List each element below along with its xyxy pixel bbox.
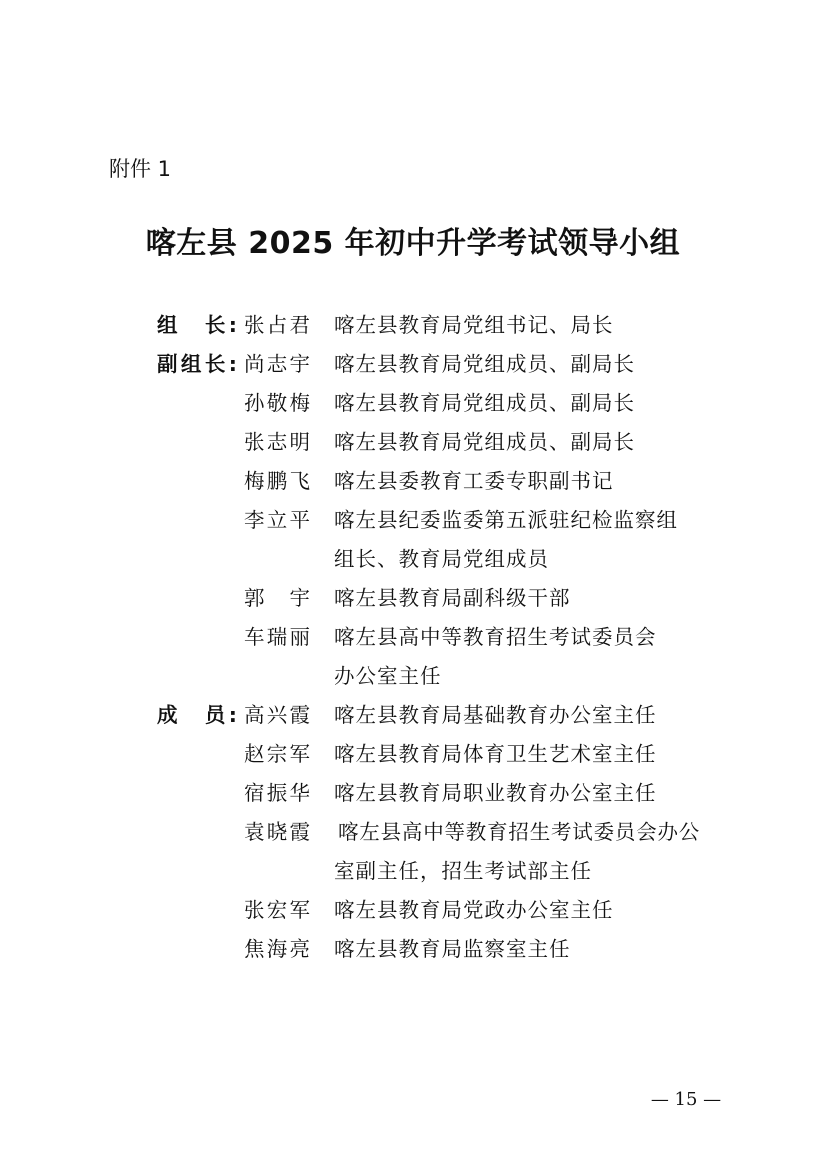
member-name: 张宏军	[244, 898, 310, 922]
member-duty-continued: 组长、教育局党组成员	[334, 547, 549, 571]
attachment-label: 附件 1	[109, 157, 172, 181]
document-title: 喀左县 2025 年初中升学考试领导小组	[145, 226, 681, 261]
member-name: 郭 宇	[244, 586, 310, 610]
member-duty: 喀左县高中等教育招生考试委员会	[334, 625, 657, 649]
member-name: 赵宗军	[244, 742, 310, 766]
member-duty: 喀左县纪委监委第五派驻纪检监察组	[334, 508, 678, 532]
member-name: 尚志宇	[244, 352, 310, 376]
member-duty: 喀左县教育局党组成员、副局长	[334, 430, 635, 454]
member-name: 宿振华	[244, 781, 310, 805]
role-deputy-leader: 副组长:	[157, 352, 237, 376]
member-name: 张占君	[244, 313, 310, 337]
member-duty: 喀左县高中等教育招生考试委员会办公	[338, 820, 701, 844]
member-name: 车瑞丽	[244, 625, 310, 649]
member-duty: 喀左县教育局职业教育办公室主任	[334, 781, 657, 805]
member-duty: 喀左县教育局党组成员、副局长	[334, 352, 635, 376]
member-duty: 喀左县教育局副科级干部	[334, 586, 571, 610]
member-name: 孙敬梅	[244, 391, 310, 415]
member-duty: 喀左县教育局党组书记、局长	[334, 313, 614, 337]
member-name: 袁晓霞	[244, 820, 310, 844]
member-name: 焦海亮	[244, 937, 310, 961]
member-name: 张志明	[244, 430, 310, 454]
member-duty: 喀左县委教育工委专职副书记	[334, 469, 614, 493]
page-number: — 15 —	[650, 1089, 722, 1110]
member-name: 李立平	[244, 508, 310, 532]
member-duty: 喀左县教育局基础教育办公室主任	[334, 703, 657, 727]
member-name: 梅鹏飞	[244, 469, 310, 493]
member-duty: 喀左县教育局党组成员、副局长	[334, 391, 635, 415]
member-duty-continued: 室副主任，招生考试部主任	[334, 859, 592, 883]
role-members: 成 员:	[157, 703, 237, 727]
role-leader: 组 长:	[157, 313, 237, 337]
member-duty: 喀左县教育局党政办公室主任	[334, 898, 614, 922]
member-duty: 喀左县教育局监察室主任	[334, 937, 571, 961]
member-duty-continued: 办公室主任	[334, 664, 442, 688]
member-name: 高兴霞	[244, 703, 310, 727]
member-duty: 喀左县教育局体育卫生艺术室主任	[334, 742, 657, 766]
